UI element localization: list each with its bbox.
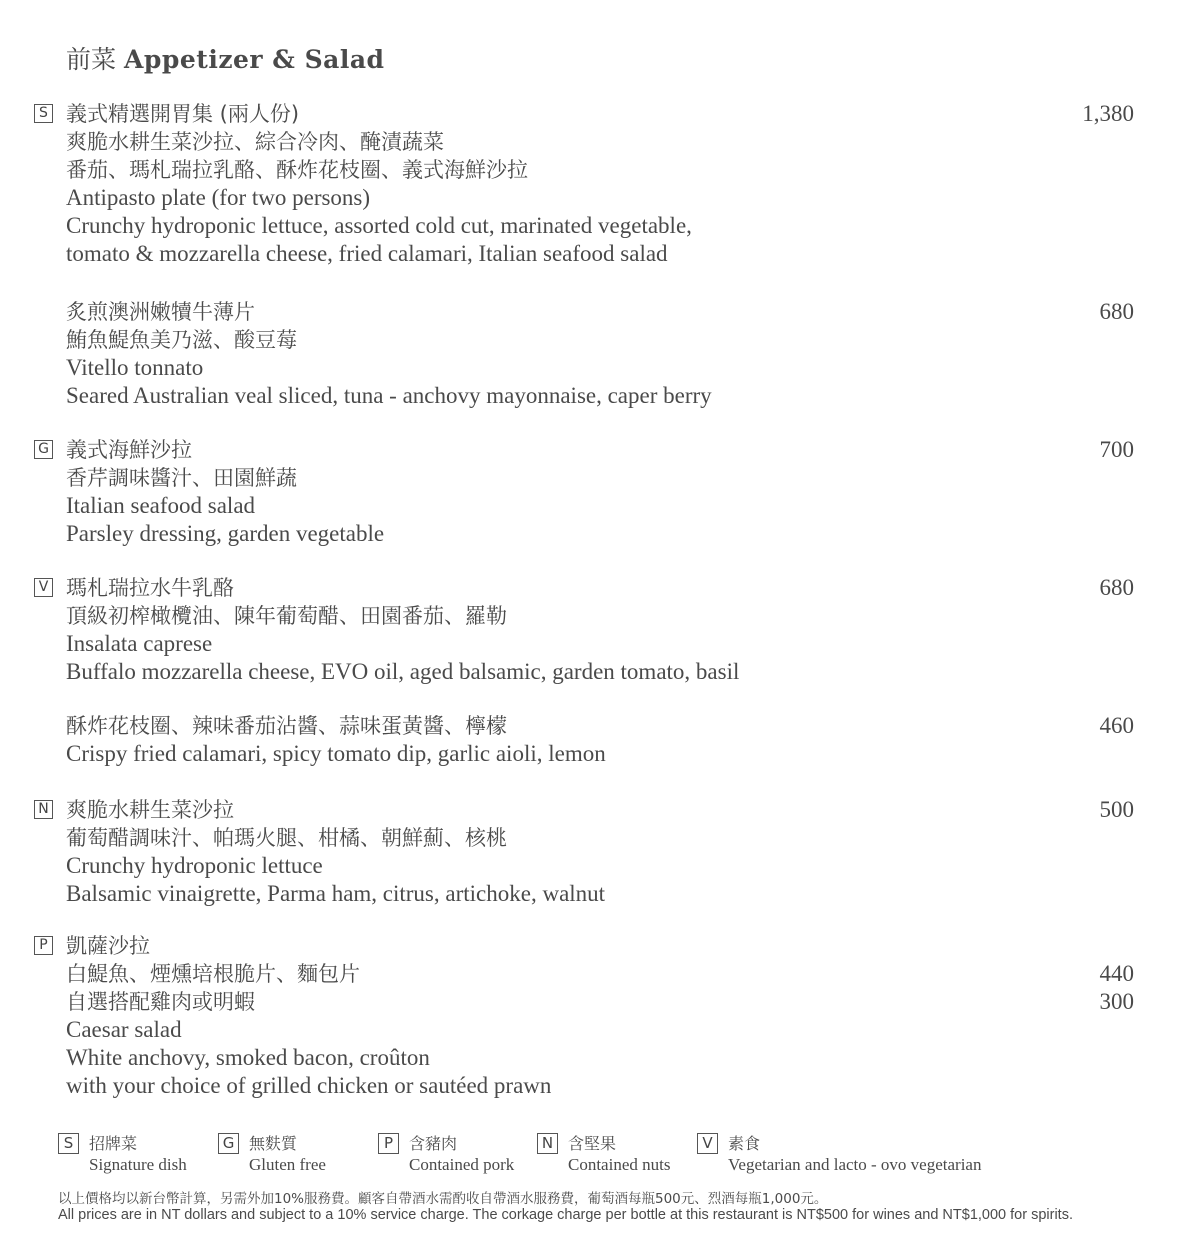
item-text-zh: 酥炸花枝圈、辣味番茄沾醬、蒜味蛋黃醬、檸檬 — [66, 714, 507, 738]
service-note-zh: 以上價格均以新台幣計算，另需外加10%服務費。顧客自帶酒水需酌收自帶酒水服務費，葡萄酒每瓶500元、烈酒每瓶1,000元。 — [58, 1191, 828, 1207]
legend-label-en: Contained nuts — [568, 1155, 671, 1174]
legend-label-en: Signature dish — [89, 1155, 187, 1174]
menu-item — [66, 712, 1134, 768]
legend-badge: N — [537, 1133, 558, 1154]
menu-item — [39, 932, 1134, 1100]
service-note-en: All prices are in NT dollars and subject to a 10% service charge. The corkage charge per bottle at this restaurant is NT$500 for wines and NT$1,000 for spirits. — [58, 1207, 1073, 1223]
menu-item — [38, 574, 1134, 686]
legend-label-zh: 招牌菜 — [89, 1134, 138, 1153]
item-text-en: Crunchy hydroponic lettuce, assorted cold cut, marinated vegetable, — [66, 213, 692, 238]
menu-item — [38, 796, 1134, 908]
item-price: 680 — [1099, 299, 1134, 324]
dietary-badge: V — [34, 578, 53, 597]
legend-label-zh: 含堅果 — [568, 1134, 617, 1153]
item-text-zh: 爽脆水耕生菜沙拉 — [66, 798, 234, 822]
legend-badge: P — [378, 1133, 399, 1154]
item-price: 1,380 — [1082, 101, 1134, 126]
legend-badge: V — [697, 1133, 718, 1154]
item-text-en: Vitello tonnato — [66, 355, 204, 380]
item-price: 300 — [1099, 989, 1134, 1014]
item-text-en: tomato & mozzarella cheese, fried calamari, Italian seafood salad — [66, 241, 668, 266]
item-text-en: Parsley dressing, garden vegetable — [66, 521, 385, 546]
legend-badge: G — [218, 1133, 239, 1154]
legend-label-zh: 含豬肉 — [409, 1134, 458, 1153]
item-text-zh: 義式精選開胃集 (兩人份) — [66, 102, 300, 126]
legend-badge: S — [58, 1133, 79, 1154]
item-text-en: Antipasto plate (for two persons) — [66, 185, 371, 210]
item-price: 500 — [1099, 797, 1134, 822]
menu-item — [66, 298, 1134, 410]
item-text-en: Crunchy hydroponic lettuce — [66, 853, 323, 878]
item-price: 440 — [1099, 961, 1134, 986]
item-text-en: Buffalo mozzarella cheese, EVO oil, aged balsamic, garden tomato, basil — [66, 659, 740, 684]
item-text-zh: 白鯷魚、煙燻培根脆片、麵包片 — [66, 962, 360, 986]
item-text-en: White anchovy, smoked bacon, croûton — [66, 1045, 430, 1070]
item-text-en: Caesar salad — [66, 1017, 182, 1042]
dietary-badge: S — [34, 104, 53, 123]
legend-label-zh: 無麩質 — [249, 1134, 298, 1153]
menu-item — [38, 436, 1134, 548]
section-title-zh: 前菜 — [66, 45, 117, 74]
item-text-zh: 香芹調味醬汁、田園鮮蔬 — [66, 466, 297, 490]
item-text-en: Crispy fried calamari, spicy tomato dip, garlic aioli, lemon — [66, 741, 606, 766]
dietary-badge: G — [34, 440, 53, 459]
item-text-zh: 頂級初榨橄欖油、陳年葡萄醋、田園番茄、羅勒 — [66, 604, 507, 628]
item-text-zh: 葡萄醋調味汁、帕瑪火腿、柑橘、朝鮮薊、核桃 — [66, 826, 507, 850]
item-text-en: with your choice of grilled chicken or sautéed prawn — [66, 1073, 552, 1098]
dietary-badge: P — [34, 936, 53, 955]
item-text-en: Italian seafood salad — [66, 493, 256, 518]
section-title — [66, 40, 385, 76]
item-text-zh: 自選搭配雞肉或明蝦 — [66, 990, 255, 1014]
legend-label-zh: 素食 — [728, 1134, 761, 1153]
item-text-zh: 炙煎澳洲嫩犢牛薄片 — [66, 300, 255, 324]
dietary-badge: N — [34, 800, 53, 819]
item-text-zh: 爽脆水耕生菜沙拉、綜合冷肉、醃漬蔬菜 — [66, 130, 444, 154]
legend-label-en: Gluten free — [249, 1155, 326, 1174]
item-text-zh: 瑪札瑞拉水牛乳酪 — [66, 576, 234, 600]
section-title-en: Appetizer & Salad — [124, 45, 385, 74]
menu-item — [39, 100, 1134, 268]
item-text-zh: 義式海鮮沙拉 — [66, 438, 192, 462]
item-price: 700 — [1099, 437, 1134, 462]
item-price: 680 — [1099, 575, 1134, 600]
item-text-en: Insalata caprese — [66, 631, 213, 656]
item-text-zh: 凱薩沙拉 — [66, 934, 150, 958]
item-price: 460 — [1099, 713, 1134, 738]
item-text-zh: 鮪魚鯷魚美乃滋、酸豆莓 — [66, 328, 297, 352]
item-text-zh: 番茄、瑪札瑞拉乳酪、酥炸花枝圈、義式海鮮沙拉 — [66, 158, 528, 182]
item-text-en: Balsamic vinaigrette, Parma ham, citrus, artichoke, walnut — [66, 881, 606, 906]
item-text-en: Seared Australian veal sliced, tuna - anchovy mayonnaise, caper berry — [66, 383, 712, 408]
legend-label-en: Contained pork — [409, 1155, 515, 1174]
legend-label-en: Vegetarian and lacto - ovo vegetarian — [728, 1155, 982, 1174]
